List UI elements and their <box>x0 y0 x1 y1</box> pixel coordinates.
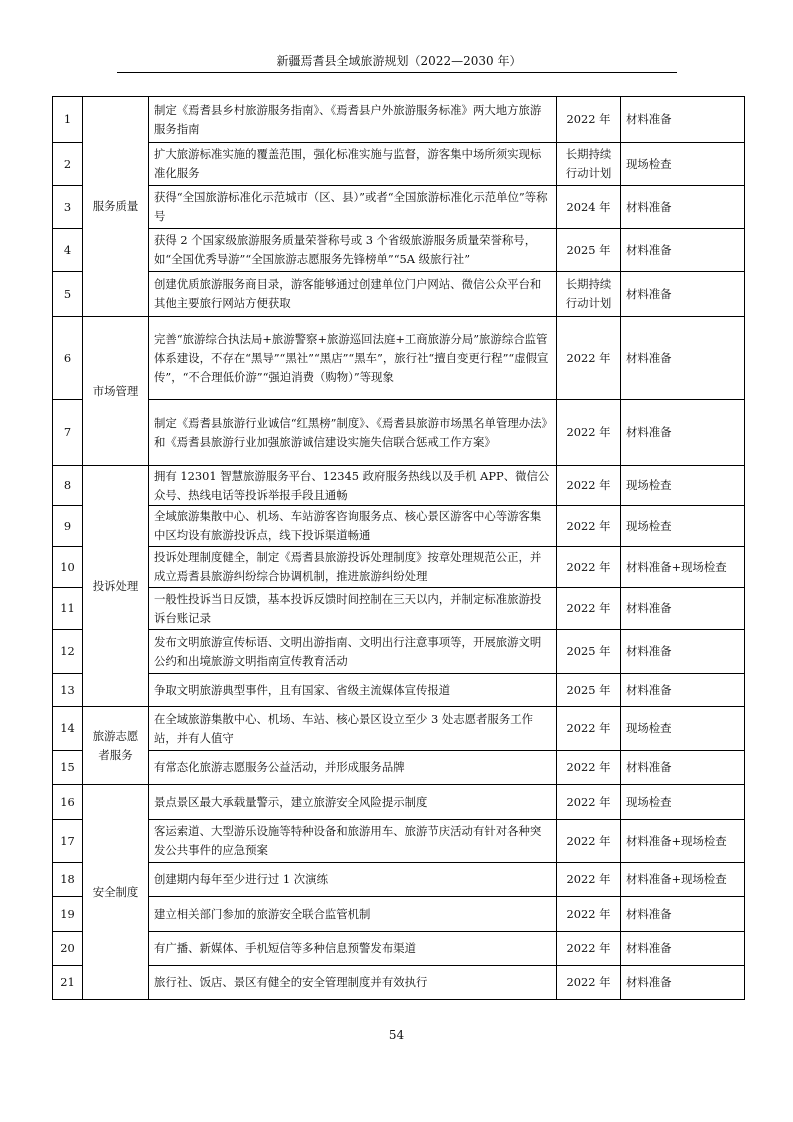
content-cell: 拥有 12301 智慧旅游服务平台、12345 政府服务热线以及手机 APP、微信公众号、热线电话等投诉举报手段且通畅 <box>149 466 557 506</box>
header-rule <box>117 72 677 73</box>
table-row <box>53 400 745 466</box>
row-number: 3 <box>53 186 83 229</box>
table-row <box>53 547 745 588</box>
method-cell: 现场检查 <box>621 785 745 820</box>
table-row <box>53 97 745 143</box>
content-cell: 有广播、新媒体、手机短信等多种信息预警发布渠道 <box>149 932 557 966</box>
category-cell: 市场管理 <box>83 317 149 466</box>
table-row <box>53 143 745 186</box>
method-cell: 材料准备 <box>621 897 745 932</box>
method-cell: 现场检查 <box>621 143 745 186</box>
method-cell: 现场检查 <box>621 506 745 547</box>
method-cell: 材料准备 <box>621 751 745 785</box>
time-cell: 长期持续行动计划 <box>557 143 621 186</box>
table-row <box>53 897 745 932</box>
time-cell: 2022 年 <box>557 707 621 751</box>
method-cell: 材料准备+现场检查 <box>621 547 745 588</box>
table-row <box>53 588 745 630</box>
content-cell: 投诉处理制度健全，制定《焉耆县旅游投诉处理制度》按章处理规范公正，并成立焉耆县旅游纠纷综合协调机制，推进旅游纠纷处理 <box>149 547 557 588</box>
time-cell: 2022 年 <box>557 317 621 400</box>
page-header-title: 新疆焉耆县全域旅游规划（2022—2030 年） <box>276 54 522 68</box>
table-row <box>53 272 745 317</box>
method-cell: 材料准备 <box>621 966 745 1000</box>
row-number: 8 <box>53 466 83 506</box>
time-cell: 2024 年 <box>557 186 621 229</box>
time-cell: 2022 年 <box>557 785 621 820</box>
time-cell: 2022 年 <box>557 466 621 506</box>
content-cell: 全域旅游集散中心、机场、车站游客咨询服务点、核心景区游客中心等游客集中区均设有旅游投诉点，线下投诉渠道畅通 <box>149 506 557 547</box>
content-cell: 创建期内每年至少进行过 1 次演练 <box>149 863 557 897</box>
row-number: 18 <box>53 863 83 897</box>
row-number: 19 <box>53 897 83 932</box>
content-cell: 完善“旅游综合执法局+旅游警察+旅游巡回法庭+工商旅游分局”旅游综合监管体系建设，不存在“黑导”“黑社”“黑店”“黑车”，旅行社“擅自变更行程”“虚假宣传”，“不合理低价游”“强迫消费（购物）”等现象 <box>149 317 557 400</box>
table-row <box>53 674 745 707</box>
row-number: 4 <box>53 229 83 272</box>
standards-table <box>52 96 745 1000</box>
content-cell: 获得 2 个国家级旅游服务质量荣誉称号或 3 个省级旅游服务质量荣誉称号，如“全国优秀导游”“全国旅游志愿服务先锋榜单”“5A 级旅行社” <box>149 229 557 272</box>
method-cell: 材料准备 <box>621 400 745 466</box>
table-row <box>53 317 745 400</box>
row-number: 6 <box>53 317 83 400</box>
method-cell: 材料准备 <box>621 186 745 229</box>
method-cell: 现场检查 <box>621 707 745 751</box>
method-cell: 材料准备 <box>621 932 745 966</box>
time-cell: 长期持续行动计划 <box>557 272 621 317</box>
category-cell: 投诉处理 <box>83 466 149 707</box>
table-row <box>53 966 745 1000</box>
row-number: 12 <box>53 630 83 674</box>
content-cell: 扩大旅游标准实施的覆盖范围，强化标准实施与监督，游客集中场所须实现标准化服务 <box>149 143 557 186</box>
content-cell: 有常态化旅游志愿服务公益活动，并形成服务品牌 <box>149 751 557 785</box>
content-cell: 获得“全国旅游标准化示范城市（区、县）”或者“全国旅游标准化示范单位”等称号 <box>149 186 557 229</box>
row-number: 10 <box>53 547 83 588</box>
method-cell: 材料准备 <box>621 317 745 400</box>
time-cell: 2022 年 <box>557 966 621 1000</box>
content-cell: 旅行社、饭店、景区有健全的安全管理制度并有效执行 <box>149 966 557 1000</box>
content-cell: 发布文明旅游宣传标语、文明出游指南、文明出行注意事项等，开展旅游文明公约和出境旅游文明指南宣传教育活动 <box>149 630 557 674</box>
time-cell: 2025 年 <box>557 630 621 674</box>
time-cell: 2022 年 <box>557 863 621 897</box>
content-cell: 景点景区最大承载量警示，建立旅游安全风险提示制度 <box>149 785 557 820</box>
time-cell: 2022 年 <box>557 751 621 785</box>
time-cell: 2022 年 <box>557 897 621 932</box>
row-number: 17 <box>53 820 83 863</box>
content-cell: 制定《焉耆县旅游行业诚信“红黑榜”制度》、《焉耆县旅游市场黑名单管理办法》和《焉耆县旅游行业加强旅游诚信建设实施失信联合惩戒工作方案》 <box>149 400 557 466</box>
page-number: 54 <box>388 1028 405 1042</box>
method-cell: 材料准备 <box>621 630 745 674</box>
time-cell: 2022 年 <box>557 588 621 630</box>
row-number: 21 <box>53 966 83 1000</box>
table-row <box>53 785 745 820</box>
table-row <box>53 863 745 897</box>
content-cell: 客运索道、大型游乐设施等特种设备和旅游用车、旅游节庆活动有针对各种突发公共事件的应急预案 <box>149 820 557 863</box>
row-number: 15 <box>53 751 83 785</box>
content-cell: 在全域旅游集散中心、机场、车站、核心景区设立至少 3 处志愿者服务工作站，并有人值守 <box>149 707 557 751</box>
method-cell: 材料准备+现场检查 <box>621 820 745 863</box>
category-cell: 旅游志愿者服务 <box>83 707 149 785</box>
time-cell: 2022 年 <box>557 547 621 588</box>
row-number: 1 <box>53 97 83 143</box>
content-cell: 一般性投诉当日反馈，基本投诉反馈时间控制在三天以内，并制定标准旅游投诉台账记录 <box>149 588 557 630</box>
row-number: 11 <box>53 588 83 630</box>
time-cell: 2025 年 <box>557 229 621 272</box>
time-cell: 2022 年 <box>557 820 621 863</box>
table-row <box>53 630 745 674</box>
method-cell: 材料准备 <box>621 272 745 317</box>
row-number: 20 <box>53 932 83 966</box>
time-cell: 2022 年 <box>557 932 621 966</box>
method-cell: 现场检查 <box>621 466 745 506</box>
content-cell: 制定《焉耆县乡村旅游服务指南》、《焉耆县户外旅游服务标准》两大地方旅游服务指南 <box>149 97 557 143</box>
table-row <box>53 466 745 506</box>
content-cell: 争取文明旅游典型事件，且有国家、省级主流媒体宣传报道 <box>149 674 557 707</box>
method-cell: 材料准备+现场检查 <box>621 863 745 897</box>
table-row <box>53 751 745 785</box>
table-row <box>53 932 745 966</box>
row-number: 7 <box>53 400 83 466</box>
row-number: 14 <box>53 707 83 751</box>
time-cell: 2022 年 <box>557 506 621 547</box>
content-cell: 创建优质旅游服务商目录，游客能够通过创建单位门户网站、微信公众平台和其他主要旅行网站方便获取 <box>149 272 557 317</box>
category-cell: 服务质量 <box>83 97 149 317</box>
time-cell: 2022 年 <box>557 400 621 466</box>
time-cell: 2022 年 <box>557 97 621 143</box>
table-row <box>53 229 745 272</box>
row-number: 16 <box>53 785 83 820</box>
table-row <box>53 186 745 229</box>
content-cell: 建立相关部门参加的旅游安全联合监管机制 <box>149 897 557 932</box>
time-cell: 2025 年 <box>557 674 621 707</box>
method-cell: 材料准备 <box>621 97 745 143</box>
table-row <box>53 506 745 547</box>
row-number: 13 <box>53 674 83 707</box>
category-cell: 安全制度 <box>83 785 149 1000</box>
method-cell: 材料准备 <box>621 588 745 630</box>
method-cell: 材料准备 <box>621 229 745 272</box>
row-number: 5 <box>53 272 83 317</box>
table-row <box>53 820 745 863</box>
row-number: 9 <box>53 506 83 547</box>
method-cell: 材料准备 <box>621 674 745 707</box>
table-row <box>53 707 745 751</box>
row-number: 2 <box>53 143 83 186</box>
